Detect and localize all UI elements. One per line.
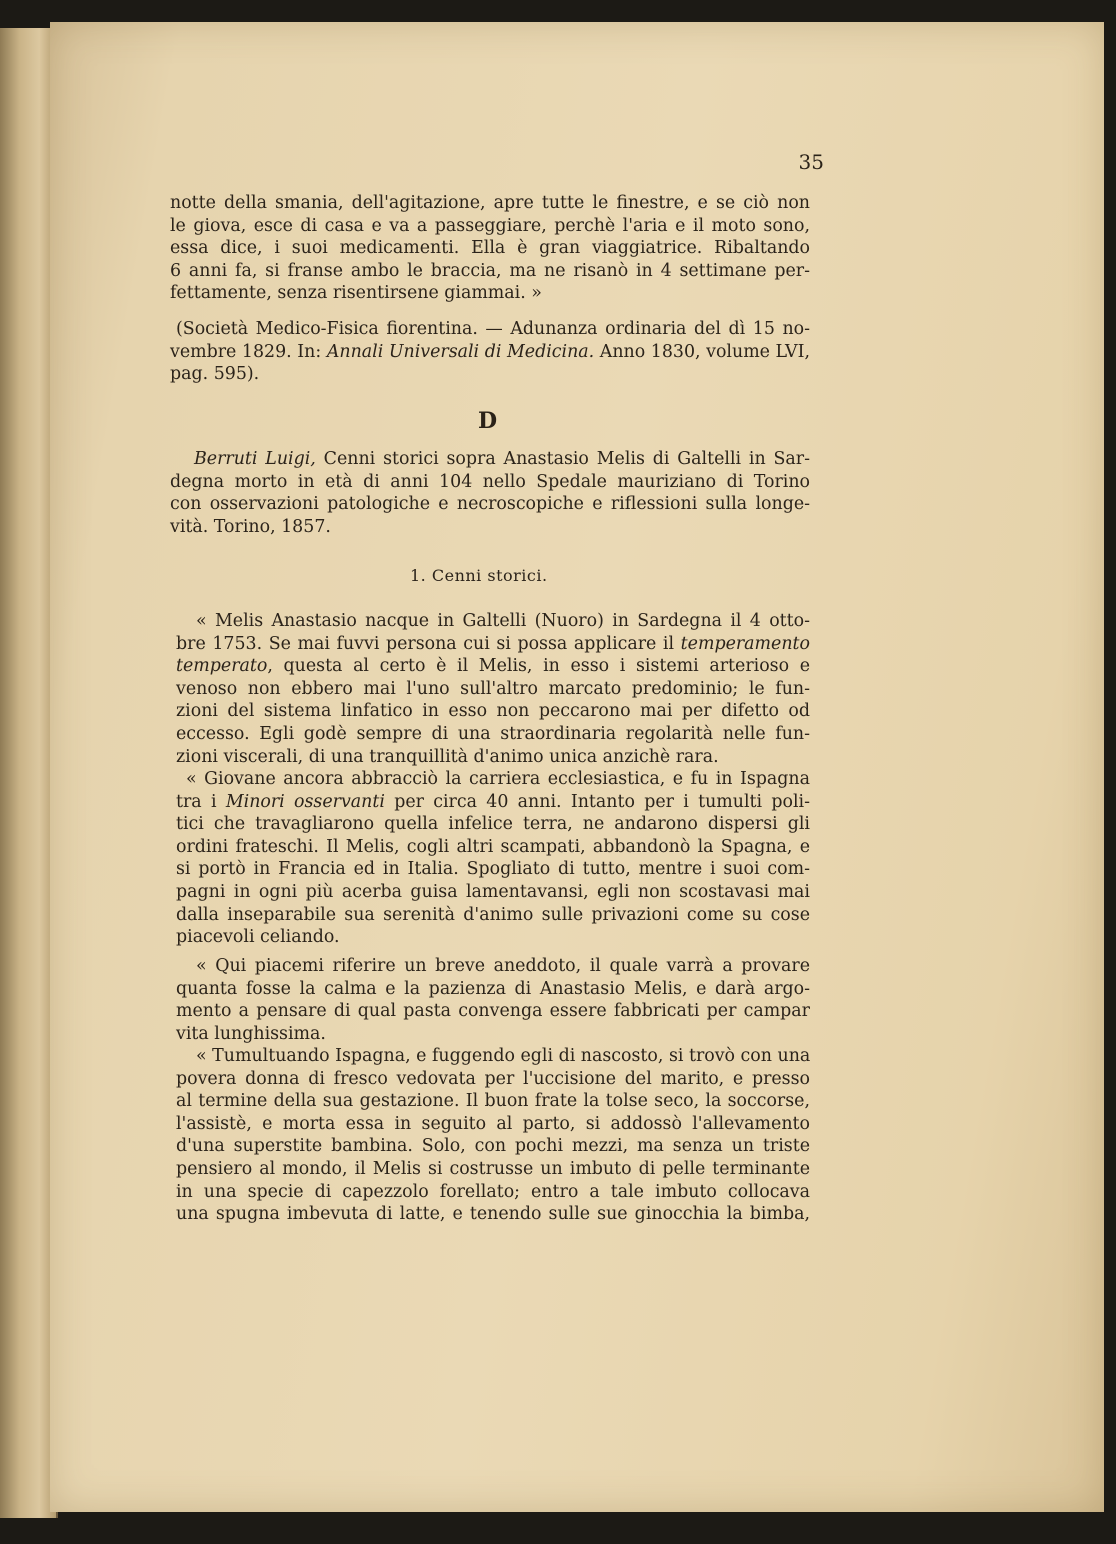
text-line: fettamente, senza risentirsene giammai. » xyxy=(170,283,542,304)
text-line: pagni in ogni più acerba guisa lamentavansi, egli non scostavasi mai xyxy=(176,881,810,902)
text-line: pag. 595). xyxy=(170,364,260,385)
text-line: vità. Torino, 1857. xyxy=(170,516,331,537)
text-line: con osservazioni patologiche e necroscopiche e riflessioni sulla longe- xyxy=(170,494,810,515)
bibliographic-reference xyxy=(170,448,810,538)
journal-title: Annali Universali di Medicina. xyxy=(326,341,595,362)
text-line: tra i Minori osservanti per circa 40 anni. Intanto per i tumulti poli- xyxy=(176,791,810,812)
text-line: « Qui piacemi riferire un breve aneddoto, il quale varrà a provare xyxy=(196,956,810,976)
text-line: zioni del sistema linfatico in esso non peccarono mai per difetto od xyxy=(176,701,810,722)
text-line: venoso non ebbero mai l'uno sull'altro marcato predominio; le fun- xyxy=(176,678,810,699)
text-line: mento a pensare di qual pasta convenga essere fabbricati per campar xyxy=(176,1001,810,1022)
text-line: dalla inseparabile sua serenità d'animo sulle privazioni come su cose xyxy=(176,904,810,925)
text-line: si portò in Francia ed in Italia. Spogliato di tutto, mentre i suoi com- xyxy=(176,859,810,880)
text-line: « Tumultuando Ispagna, e fuggendo egli di nascosto, si trovò con una xyxy=(196,1046,811,1066)
author-name: Berruti Luigi, xyxy=(194,449,316,469)
text-line: temperato, questa al certo è il Melis, in esso i sistemi arterioso e xyxy=(176,656,810,677)
paragraph xyxy=(176,768,810,949)
text-line: Berruti Luigi, Cenni storici sopra Anastasio Melis di Galtelli in Sar- xyxy=(194,449,810,469)
text-line: degna morto in età di anni 104 nello Spedale mauriziano di Torino xyxy=(170,471,810,492)
text-line: d'una superstite bambina. Solo, con pochi mezzi, ma senza un triste xyxy=(176,1136,810,1157)
text-line: zioni viscerali, di una tranquillità d'animo unica anzichè rara. xyxy=(176,746,719,767)
paragraph xyxy=(176,1045,810,1226)
section-title: 1. Cenni storici. xyxy=(410,566,548,585)
text-line: vita lunghissima. xyxy=(176,1023,326,1044)
paragraph xyxy=(176,955,810,1045)
text-line: le giova, esce di casa e va a passeggiare, perchè l'aria e il moto sono, xyxy=(170,215,810,236)
text-line: 6 anni fa, si franse ambo le braccia, ma ne risanò in 4 settimane per- xyxy=(170,260,810,281)
section-letter: D xyxy=(478,408,498,434)
paragraph xyxy=(176,610,810,768)
text-line: una spugna imbevuta di latte, e tenendo sulle sue ginocchia la bimba, xyxy=(176,1204,810,1225)
page-number: 35 xyxy=(798,150,824,174)
text-line: al termine della sua gestazione. Il buon frate la tolse seco, la soccorse, xyxy=(176,1091,810,1112)
text-line: bre 1753. Se mai fuvvi persona cui si possa applicare il temperamento xyxy=(176,633,810,654)
text-line: (Società Medico-Fisica fiorentina. — Adunanza ordinaria del dì 15 no- xyxy=(176,319,810,339)
text-line: povera donna di fresco vedovata per l'uccisione del marito, e presso xyxy=(176,1068,810,1089)
text-line: ordini frateschi. Il Melis, cogli altri scampati, abbandonò la Spagna, e xyxy=(176,836,810,857)
text-line: quanta fosse la calma e la pazienza di Anastasio Melis, e darà argo- xyxy=(176,978,810,999)
text-line: in una specie di capezzolo forellato; entro a tale imbuto collocava xyxy=(176,1181,810,1202)
text-line: notte della smania, dell'agitazione, apre tutte le finestre, e se ciò non xyxy=(170,193,810,213)
text-line: « Giovane ancora abbracciò la carriera ecclesiastica, e fu in Ispagna xyxy=(186,769,810,789)
text-line: « Melis Anastasio nacque in Galtelli (Nuoro) in Sardegna il 4 otto- xyxy=(196,611,810,631)
quote-ending xyxy=(170,192,810,305)
text-line: tici che travagliarono quella infelice terra, ne andarono dispersi gli xyxy=(176,814,810,835)
text-line: piacevoli celiando. xyxy=(176,927,340,948)
citation xyxy=(170,318,810,386)
text-line: vembre 1829. In: Annali Universali di Medicina. Anno 1830, volume LVI, xyxy=(170,341,810,362)
text-line: l'assistè, e morta essa in seguito al parto, si addossò l'allevamento xyxy=(176,1113,810,1134)
text-line: eccesso. Egli godè sempre di una straordinaria regolarità nelle fun- xyxy=(176,723,810,744)
text-line: essa dice, i suoi medicamenti. Ella è gran viaggiatrice. Ribaltando xyxy=(170,238,810,259)
text-line: pensiero al mondo, il Melis si costrusse un imbuto di pelle terminante xyxy=(176,1158,810,1179)
